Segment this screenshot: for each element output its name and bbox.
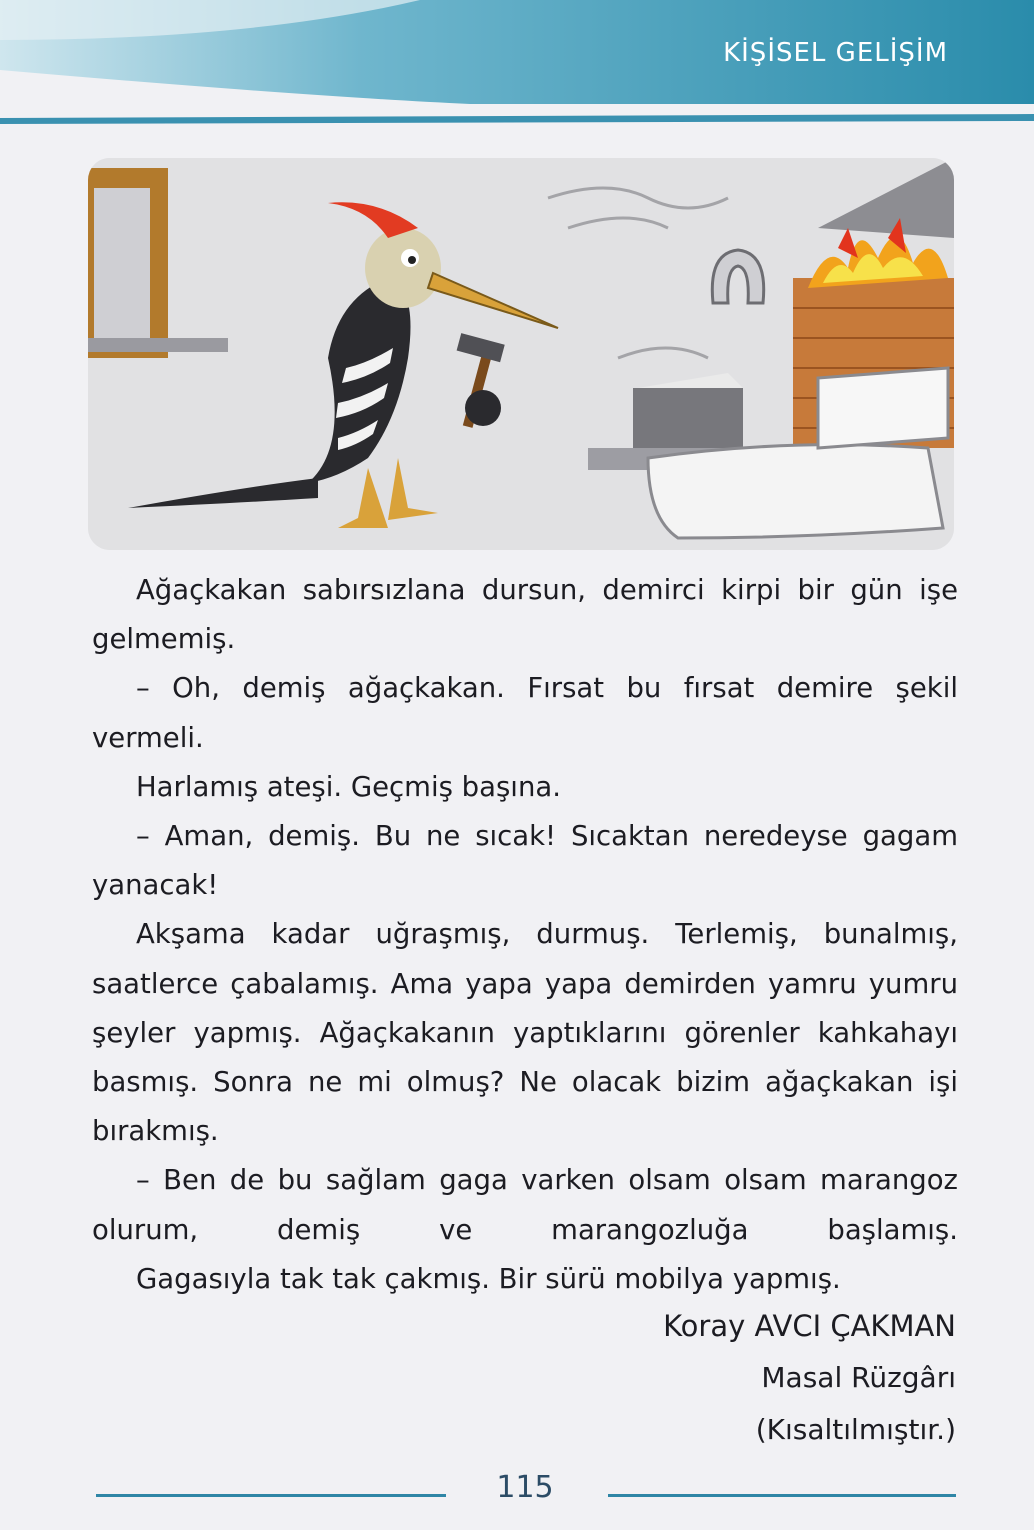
story-paragraph-3: Harlamış ateşi. Geçmiş başına. [136, 770, 561, 803]
story-paragraph-6: – Ben de bu sağlam gaga varken olsam olsam marangoz olurum, demiş ve marangozluğa başlamış. [92, 1164, 958, 1246]
woodpecker-blacksmith-illustration [88, 158, 954, 550]
credit-block [663, 1300, 956, 1456]
footer-line-left [96, 1494, 446, 1497]
story-paragraph-4: – Aman, demiş. Bu ne sıcak! Sıcaktan neredeyse gagam yanacak! [92, 820, 958, 902]
story-paragraph-2: – Oh, demiş ağaçkakan. Fırsat bu fırsat demire şekil vermeli. [92, 672, 958, 754]
credit-author: Koray AVCI ÇAKMAN [663, 1309, 956, 1343]
story-paragraph-1: Ağaçkakan sabırsızlana dursun, demirci kirpi bir gün işe gelmemiş. [92, 574, 958, 656]
story-paragraph-7: Gagasıyla tak tak çakmış. Bir sürü mobilya yapmış. [136, 1262, 841, 1295]
page-number: 115 [496, 1470, 554, 1505]
credit-book: Masal Rüzgârı [761, 1361, 956, 1394]
story-text [92, 566, 958, 1304]
footer-line-right [608, 1494, 956, 1497]
credit-note: (Kısaltılmıştır.) [755, 1413, 956, 1446]
section-title: KİŞİSEL GELİŞİM [723, 38, 948, 68]
story-paragraph-5: Akşama kadar uğraşmış, durmuş. Terlemiş, bunalmış, saatlerce çabalamış. Ama yapa yapa demirden yamru yumru şeyler yapmış. Ağaçkakanın yaptıklarını görenler kahkahayı basmış. Sonra ne mi olmuş? Ne olacak bizim ağaçkakan işi bırakmış. [92, 918, 958, 1148]
